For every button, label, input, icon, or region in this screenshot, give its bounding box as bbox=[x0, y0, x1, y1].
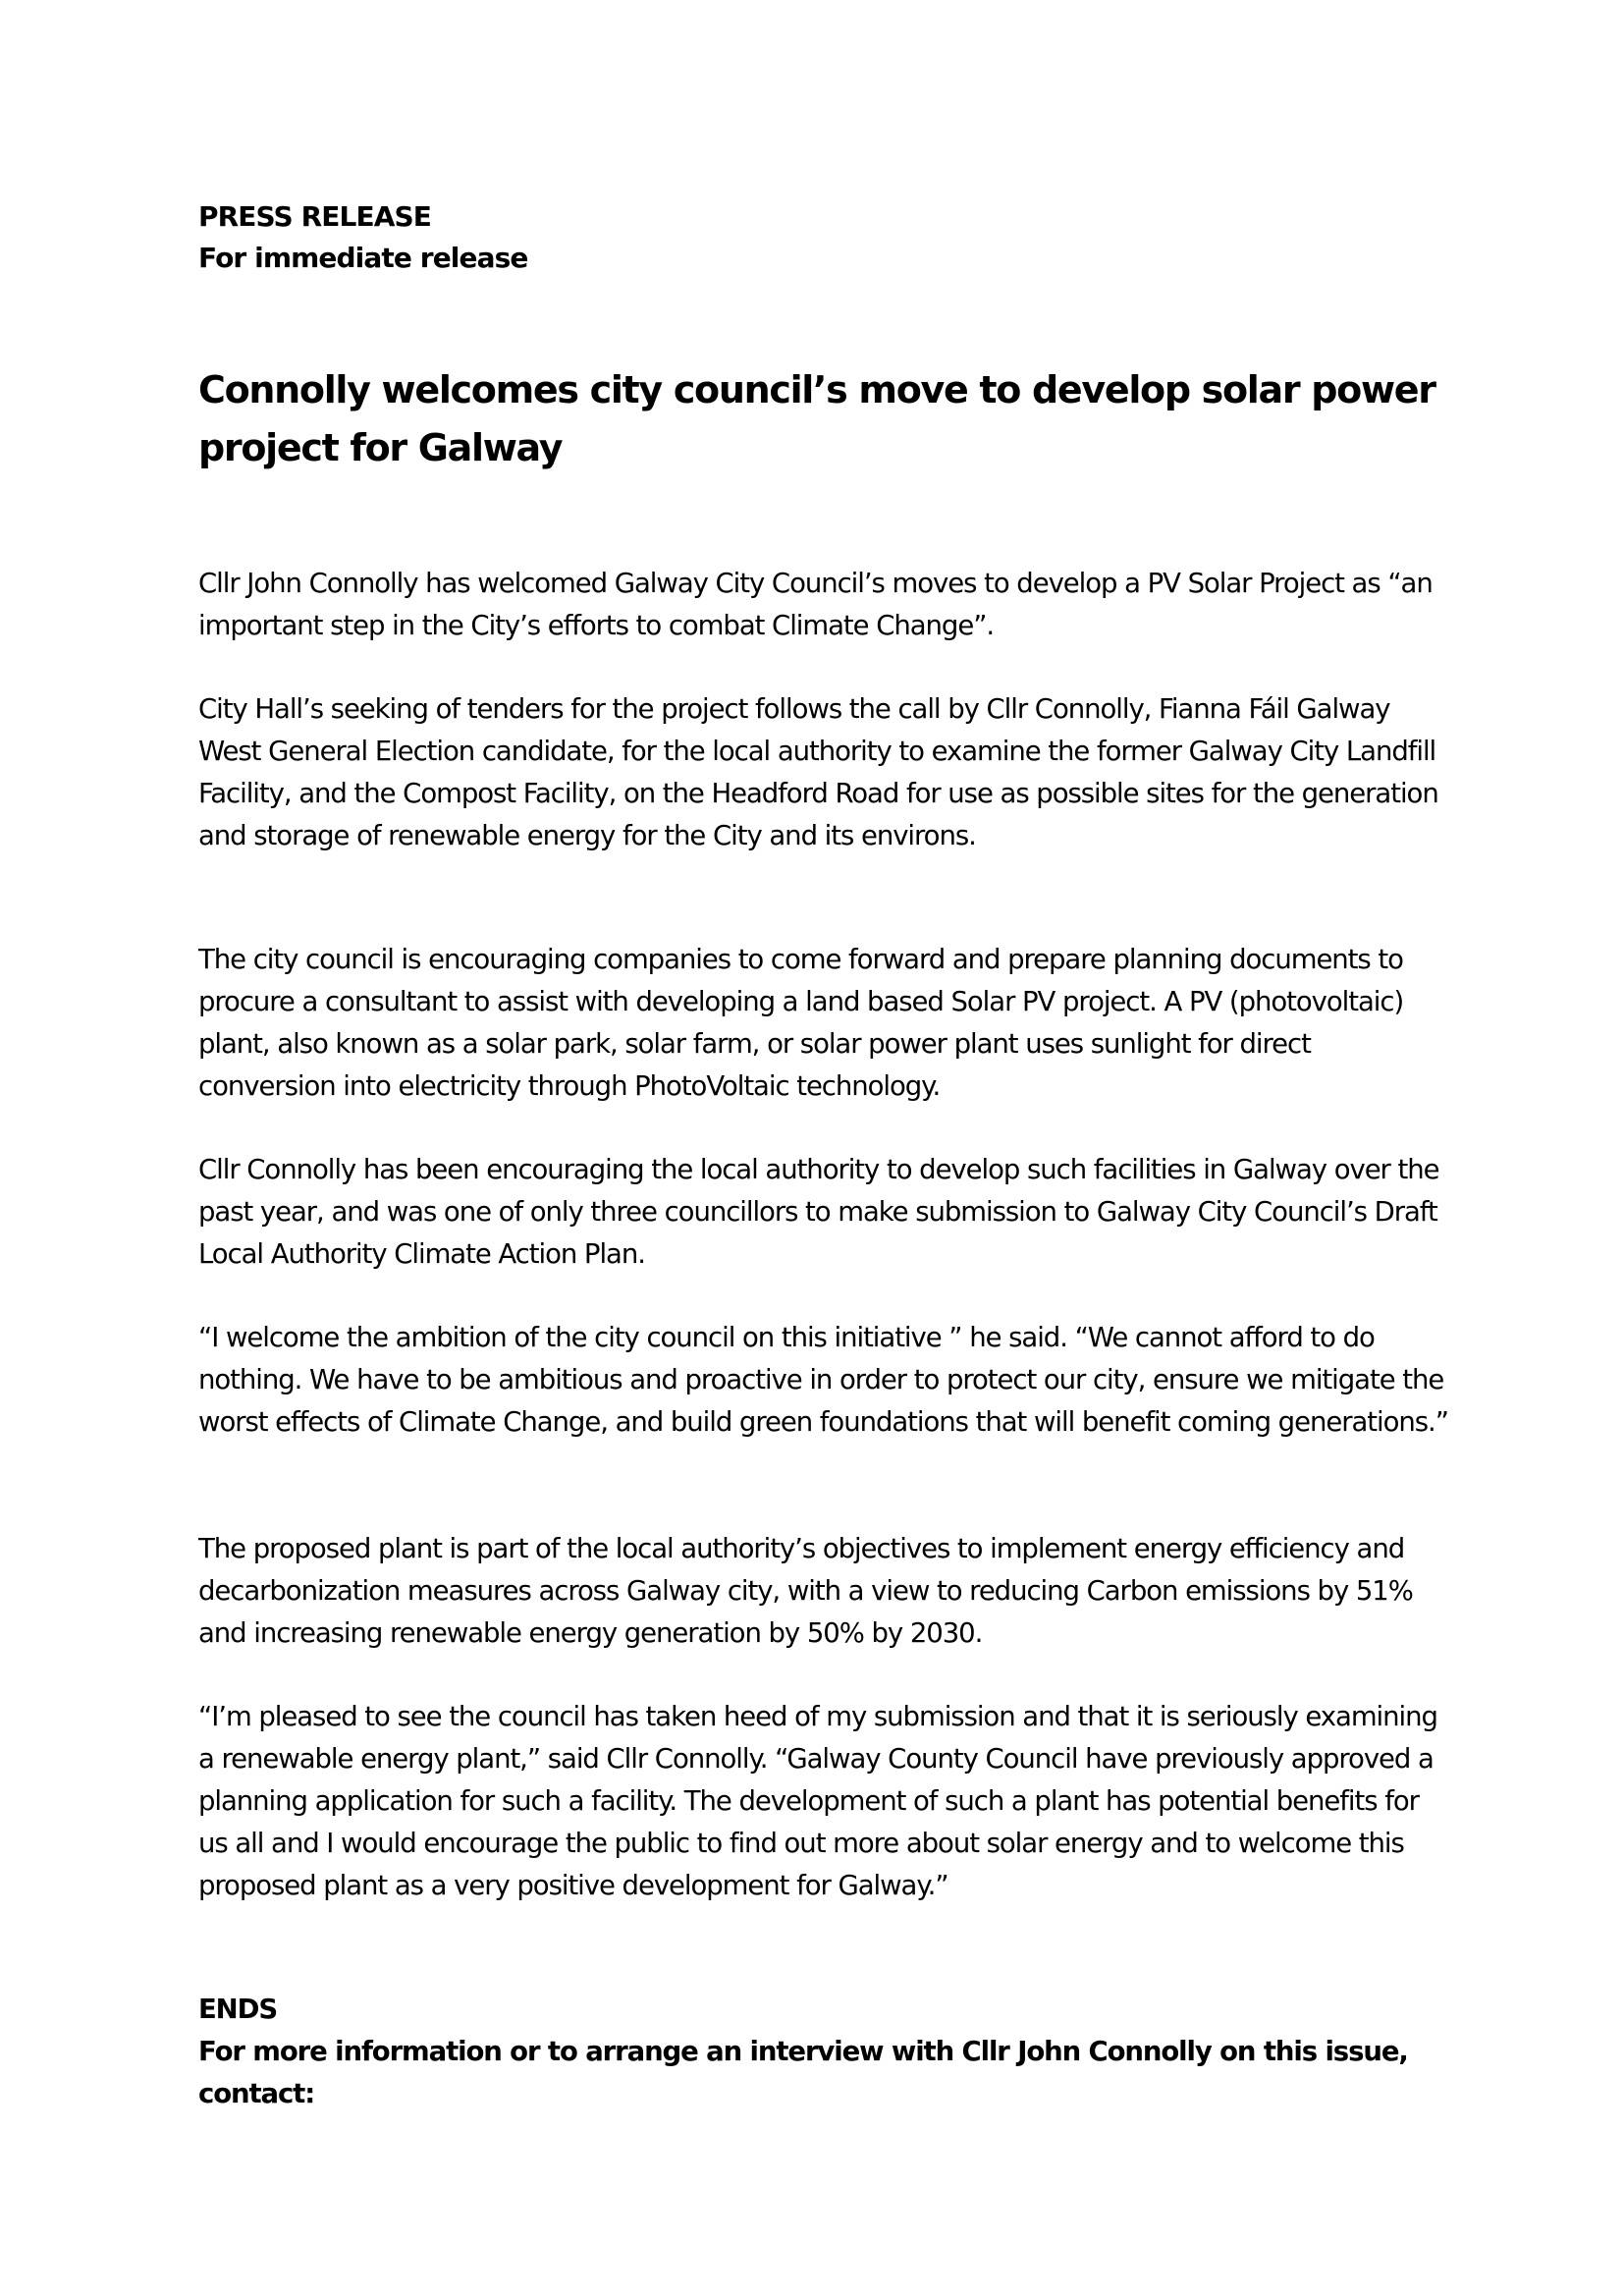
release-header bbox=[198, 196, 527, 279]
body-paragraph-2: City Hall’s seeking of tenders for the project follows the call by Cllr Connolly, Fianna Fáil Galway West General Election candidate, for the local authority to examine the former Galway City Landfill Facility, and the Compost Facility, on the Headford Road for use as possible sites for the generation and storage of renewable energy for the City and its environs. bbox=[198, 693, 1438, 851]
body-paragraph-6: The proposed plant is part of the local authority’s objectives to implement energy efficiency and decarbonization measures across Galway city, with a view to reducing Carbon emissions by 51% and increasing renewable energy generation by 50% by 2030. bbox=[198, 1533, 1413, 1649]
immediate-release-label: For immediate release bbox=[198, 242, 528, 274]
body-paragraph-4: Cllr Connolly has been encouraging the local authority to develop such facilities in Galway over the past year, and was one of only three councillors to make submission to Galway City Council’s Draft Local Authority Climate Action Plan. bbox=[198, 1154, 1439, 1270]
body-paragraph-1: Cllr John Connolly has welcomed Galway City Council’s moves to develop a PV Solar Project as “an important step in the City’s efforts to combat Climate Change”. bbox=[198, 568, 1433, 641]
headline: Connolly welcomes city council’s move to develop solar power project for Galway bbox=[198, 368, 1435, 469]
contact-info-heading: For more information or to arrange an interview with Cllr John Connolly on this issue, contact: bbox=[198, 2036, 1408, 2109]
body-paragraph-3: The city council is encouraging companies to come forward and prepare planning documents to procure a consultant to assist with developing a land based Solar PV project. A PV (photovoltaic) plant, also known as a solar park, solar farm, or solar power plant uses sunlight for direct conversion into electricity through PhotoVoltaic technology. bbox=[198, 944, 1404, 1102]
body-paragraph-5-quote: “I welcome the ambition of the city council on this initiative ” he said. “We cannot afford to do nothing. We have to be ambitious and proactive in order to protect our city, ensure we mitigate the worst effects of Climate Change, and build green foundations that will benefit coming generations.” bbox=[198, 1322, 1448, 1438]
release-footer bbox=[198, 1989, 1455, 2115]
body-paragraph-7-quote: “I’m pleased to see the council has taken heed of my submission and that it is seriously examining a renewable energy plant,” said Cllr Connolly. “Galway County Council have previously approved a planning application for such a facility. The development of such a plant has potential benefits for us all and I would encourage the public to find out more about solar energy and to welcome this proposed plant as a very positive development for Galway.” bbox=[198, 1701, 1437, 1901]
press-release-label: PRESS RELEASE bbox=[198, 200, 431, 233]
ends-label: ENDS bbox=[198, 1994, 278, 2025]
